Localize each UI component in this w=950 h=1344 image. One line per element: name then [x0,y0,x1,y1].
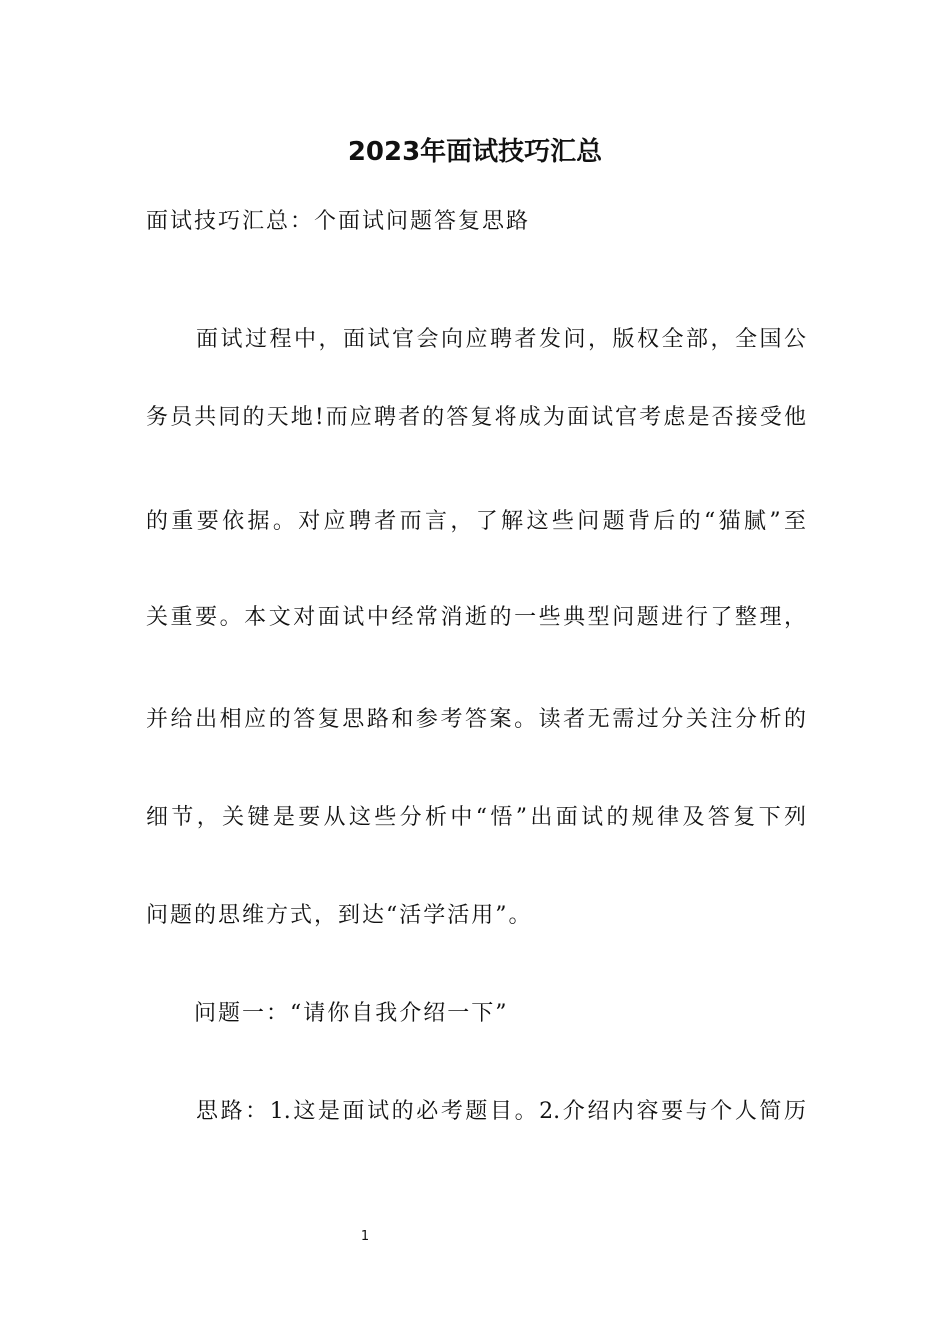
idea-line: 思路：1.这是面试的必考题目。2.介绍内容要与个人简历 [196,1099,806,1124]
paragraph-line: 并给出相应的答复思路和参考答案。读者无需过分关注分析的 [146,707,806,732]
page-number: 1 [360,1229,370,1244]
paragraph-line: 的重要依据。对应聘者而言，了解这些问题背后的“猫腻”至 [146,509,806,534]
paragraph-line: 问题的思维方式，到达“活学活用”。 [146,903,533,928]
paragraph-line: 面试过程中，面试官会向应聘者发问，版权全部，全国公 [196,327,806,352]
document-title: 2023年面试技巧汇总 [347,137,603,167]
question-heading: 问题一：“请你自我介绍一下” [194,1001,509,1026]
paragraph-line: 关重要。本文对面试中经常消逝的一些典型问题进行了整理， [146,605,806,630]
document-subtitle: 面试技巧汇总：个面试问题答复思路 [146,209,531,234]
paragraph-line: 务员共同的天地!而应聘者的答复将成为面试官考虑是否接受他 [146,405,806,430]
paragraph-line: 细节，关键是要从这些分析中“悟”出面试的规律及答复下列 [146,805,806,830]
